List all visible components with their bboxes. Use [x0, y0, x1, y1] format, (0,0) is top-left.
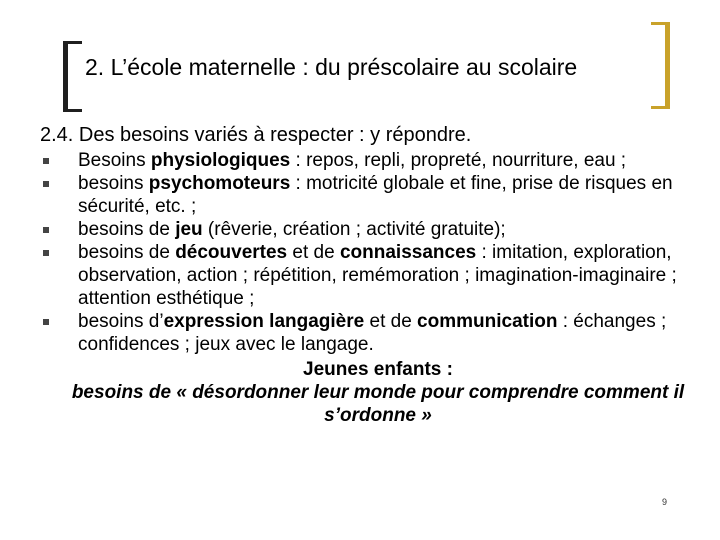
- list-item: [40, 149, 715, 172]
- text-segment: : repos, repli, propreté, nourriture, eau ;: [290, 150, 627, 171]
- list-item: [40, 310, 715, 356]
- bold-text-segment: découvertes: [175, 242, 288, 263]
- conclusion-text: besoins de « désordonner leur monde pour comprendre comment il s’ordonne »: [71, 382, 685, 426]
- text-segment: besoins: [78, 173, 149, 194]
- square-bullet-icon: [43, 319, 49, 325]
- list-item: [40, 172, 715, 218]
- conclusion: [28, 358, 720, 427]
- right-bracket-decoration: [651, 22, 670, 109]
- text-segment: Besoins: [78, 150, 151, 171]
- text-segment: (rêverie, création ; activité gratuite);: [202, 219, 506, 240]
- bold-text-segment: communication: [417, 311, 558, 332]
- slide-title: 2. L’école maternelle : du préscolaire au scolaire: [85, 54, 578, 80]
- needs-list: [40, 149, 715, 356]
- text-segment: : motricité globale et fine, prise de risques en sécurité, etc. ;: [78, 173, 673, 217]
- bold-text-segment: expression langagière: [163, 311, 365, 332]
- list-item: [40, 241, 715, 310]
- square-bullet-icon: [43, 181, 49, 187]
- text-segment: : échanges ; confidences ; jeux avec le langage.: [78, 311, 667, 355]
- text-segment: besoins de: [78, 242, 176, 263]
- left-bracket-decoration: [63, 41, 82, 112]
- text-segment: besoins d’: [78, 311, 164, 332]
- slide-content: [40, 122, 715, 427]
- bold-text-segment: physiologiques: [150, 150, 291, 171]
- bold-text-segment: jeu: [175, 219, 203, 240]
- text-segment: : imitation, exploration, observation, action ; répétition, remémoration ; imagination-imaginaire ; attention esthétique ;: [78, 242, 677, 309]
- square-bullet-icon: [43, 158, 49, 164]
- square-bullet-icon: [43, 227, 49, 233]
- page-number: 9: [662, 497, 668, 507]
- text-segment: besoins de: [78, 219, 176, 240]
- text-segment: et de: [287, 242, 340, 263]
- bold-text-segment: connaissances: [339, 242, 477, 263]
- section-subtitle: 2.4. Des besoins variés à respecter : y répondre.: [40, 124, 472, 146]
- square-bullet-icon: [43, 250, 49, 256]
- text-segment: et de: [364, 311, 418, 332]
- conclusion-heading: Jeunes enfants :: [303, 359, 453, 380]
- bold-text-segment: psychomoteurs: [148, 173, 291, 194]
- list-item: [40, 218, 715, 241]
